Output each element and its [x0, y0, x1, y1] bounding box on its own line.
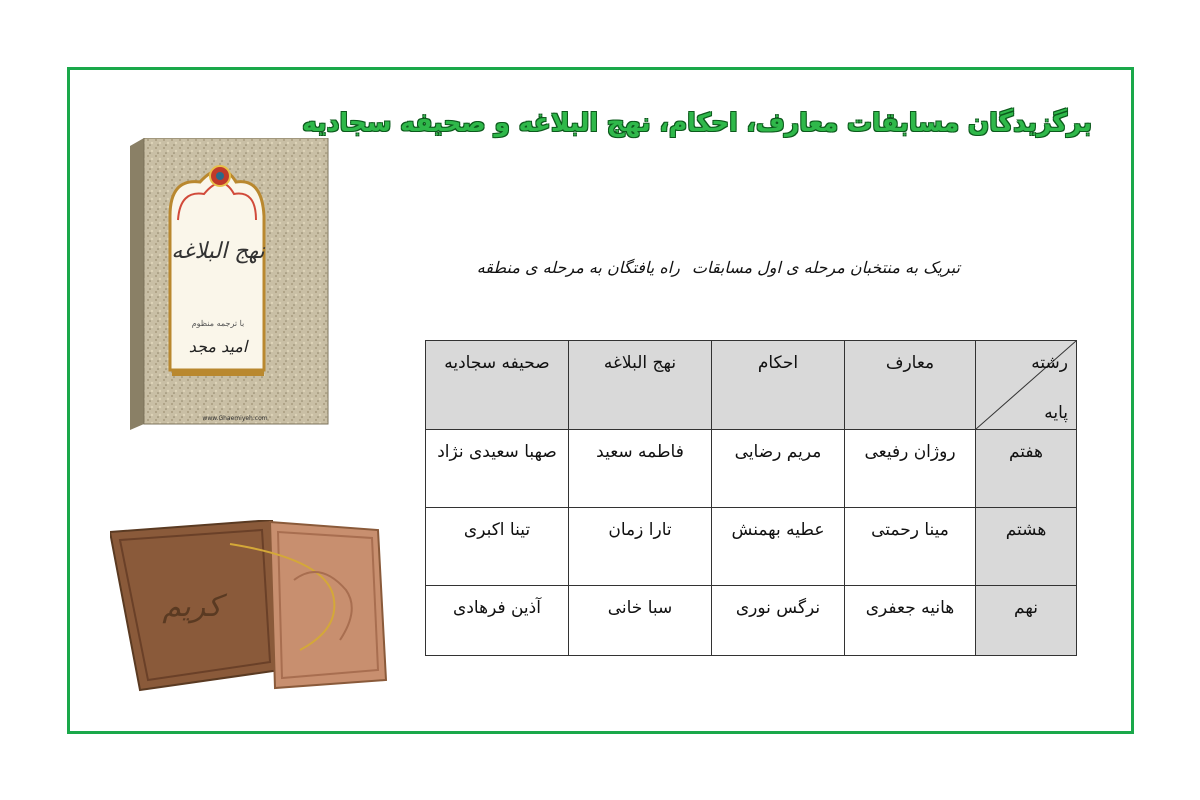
table-row	[426, 586, 1077, 656]
row-header-grade: نهم	[976, 586, 1077, 656]
winners-table	[425, 340, 1077, 656]
congrats-text: تبریک به منتخبان مرحله ی اول مسابقات	[691, 258, 960, 277]
leather-box-image	[110, 520, 390, 695]
congrats-line	[476, 258, 960, 277]
table-cell: تینا اکبری	[426, 508, 569, 586]
page-title: برگزیدگان مسابقات معارف، احکام، نهج البلاغه و صحیفه سجادیه	[302, 108, 1092, 137]
table-cell: عطیه بهمنش	[712, 508, 845, 586]
table-cell: آذین فرهادی	[426, 586, 569, 656]
row-header-grade: هشتم	[976, 508, 1077, 586]
box-calligraphy: کریم	[162, 589, 222, 624]
column-header: معارف	[845, 341, 976, 430]
column-header: احکام	[712, 341, 845, 430]
table-cell: روژان رفیعی	[845, 430, 976, 508]
corner-label-grade: پایه	[1044, 403, 1068, 423]
table-cell: تارا زمان	[569, 508, 712, 586]
row-header-grade: هفتم	[976, 430, 1077, 508]
table-cell: صهبا سعیدی نژاد	[426, 430, 569, 508]
book-url: www.Ghaemiyeh.com	[202, 415, 268, 422]
table-cell: هانیه جعفری	[845, 586, 976, 656]
table-corner-cell	[976, 341, 1077, 430]
corner-label-field: رشته	[1031, 353, 1068, 373]
book-title: نهج البلاغه	[171, 239, 265, 264]
column-header: صحیفه سجادیه	[426, 341, 569, 430]
table-cell: فاطمه سعید	[569, 430, 712, 508]
table-cell: سبا خانی	[569, 586, 712, 656]
column-header: نهج البلاغه	[569, 341, 712, 430]
table-header-row	[426, 341, 1077, 430]
table-cell: مینا رحمتی	[845, 508, 976, 586]
table-row	[426, 508, 1077, 586]
table-row	[426, 430, 1077, 508]
book-author: امید مجد	[188, 337, 248, 356]
table-cell: نرگس نوری	[712, 586, 845, 656]
nahj-al-balagha-book-image	[130, 138, 330, 430]
table-cell: مریم رضایی	[712, 430, 845, 508]
book-subtitle: با ترجمه منظوم	[191, 319, 245, 328]
qualified-text: راه یافتگان به مرحله ی منطقه	[476, 258, 680, 277]
